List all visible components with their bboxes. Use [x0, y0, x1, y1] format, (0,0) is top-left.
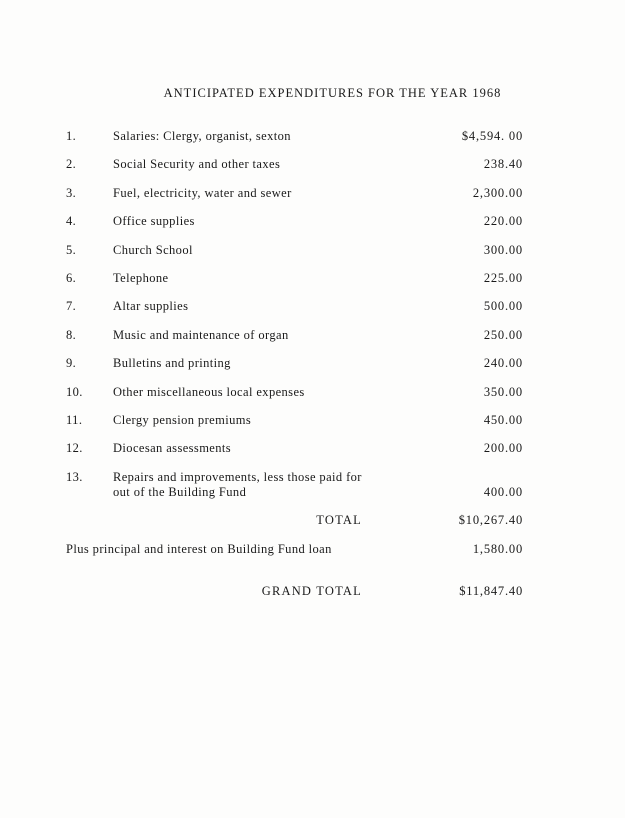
item-description: Social Security and other taxes — [113, 157, 281, 171]
item-amount: 238.40 — [483, 157, 523, 171]
item-number: 12. — [66, 441, 83, 455]
item-number: 11. — [66, 413, 83, 427]
loan-description: Plus principal and interest on Building Fund loan — [66, 542, 332, 556]
item-description: Music and maintenance of organ — [113, 328, 289, 342]
grand-total-amount: $11,847.40 — [459, 584, 523, 598]
item-description-line-1: Repairs and improvements, less those paid for — [113, 470, 362, 484]
item-description: Salaries: Clergy, organist, sexton — [113, 129, 291, 143]
item-amount: 240.00 — [483, 356, 523, 370]
item-description: Bulletins and printing — [113, 356, 231, 370]
item-number: 2. — [66, 157, 77, 171]
page-title: ANTICIPATED EXPENDITURES FOR THE YEAR 1968 — [163, 86, 502, 100]
item-description: Office supplies — [113, 214, 195, 228]
item-number: 7. — [66, 299, 77, 313]
item-description: Telephone — [113, 271, 169, 285]
item-description: Church School — [113, 243, 193, 257]
item-number: 4. — [66, 214, 77, 228]
item-number: 3. — [66, 186, 77, 200]
item-amount: 2,300.00 — [472, 186, 523, 200]
item-amount: 220.00 — [483, 214, 523, 228]
item-description-line-2: out of the Building Fund — [113, 485, 247, 499]
item-description: Clergy pension premiums — [113, 413, 252, 427]
item-amount: $4,594. 00 — [461, 129, 523, 143]
item-description: Diocesan assessments — [113, 441, 232, 455]
total-label: TOTAL — [316, 513, 362, 527]
item-amount: 300.00 — [483, 243, 523, 257]
item-number: 13. — [66, 470, 83, 484]
item-amount: 450.00 — [483, 413, 523, 427]
item-number: 8. — [66, 328, 77, 342]
item-amount: 225.00 — [483, 271, 523, 285]
item-amount: 200.00 — [483, 441, 523, 455]
item-amount: 350.00 — [483, 385, 523, 399]
item-description: Altar supplies — [113, 299, 189, 313]
loan-amount: 1,580.00 — [472, 542, 523, 556]
grand-total-label: GRAND TOTAL — [261, 584, 362, 598]
item-description: Fuel, electricity, water and sewer — [113, 186, 292, 200]
item-amount: 500.00 — [483, 299, 523, 313]
total-amount: $10,267.40 — [458, 513, 523, 527]
item-number: 6. — [66, 271, 77, 285]
item-number: 1. — [66, 129, 77, 143]
item-number: 10. — [66, 385, 83, 399]
item-number: 5. — [66, 243, 77, 257]
item-description: Other miscellaneous local expenses — [113, 385, 305, 399]
item-amount: 250.00 — [483, 328, 523, 342]
item-amount: 400.00 — [483, 485, 523, 499]
item-number: 9. — [66, 356, 77, 370]
